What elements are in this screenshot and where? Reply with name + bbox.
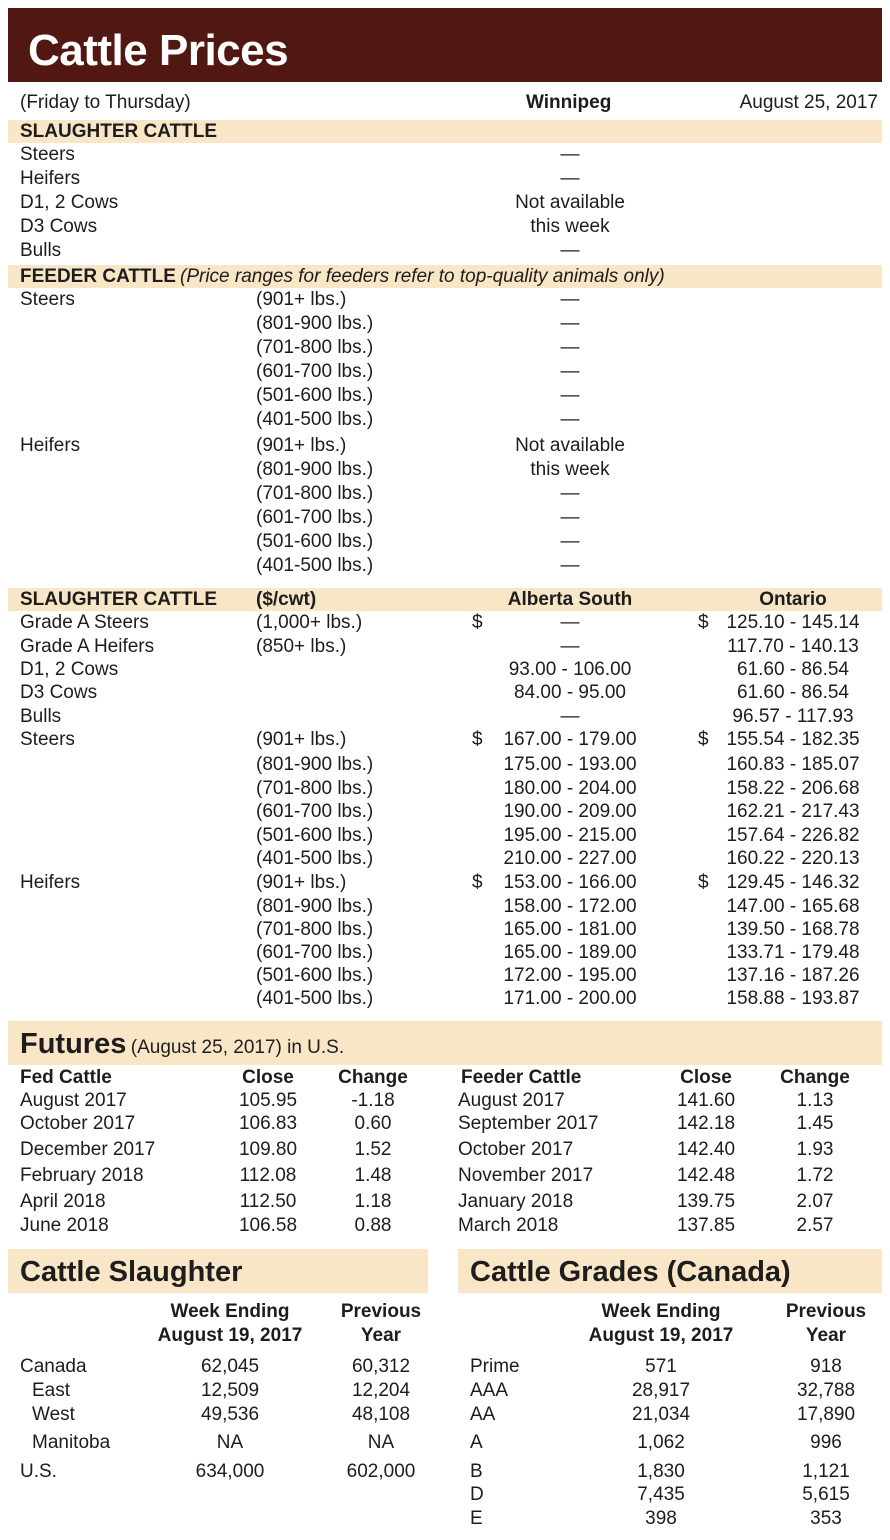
fed-close: 112.08 [239,1165,297,1186]
slaughter-count-label: East [32,1380,71,1401]
feeder-close: 142.48 [676,1165,736,1186]
alberta-price: — [560,636,580,657]
regional-row-label: D1, 2 Cows [20,659,119,680]
alberta-price: 153.00 - 166.00 [503,872,637,893]
feeder-row-weight: (901+ lbs.) [256,435,347,456]
feeder-row-value: — [560,555,580,576]
fed-change-header: Change [338,1067,408,1088]
alberta-price: 84.00 - 95.00 [514,682,626,703]
grade-prev: 353 [810,1508,842,1529]
futures-heading [20,1028,344,1061]
fed-close: 112.50 [239,1191,297,1212]
feeder-row-value: — [560,483,580,504]
slaughter-count-prev: 60,312 [351,1356,411,1377]
regional-row-label: Grade A Steers [20,612,149,633]
fed-month: April 2018 [20,1191,106,1212]
grade-label: AAA [470,1380,509,1401]
grades-title: Cattle Grades (Canada) [470,1256,791,1288]
page-title: Cattle Prices [28,26,289,75]
slaughter-count-week: 49,536 [200,1404,260,1425]
ontario-price: 158.88 - 193.87 [726,988,860,1009]
grade-week: 21,034 [631,1404,691,1425]
feeder-row-value: — [560,385,580,406]
feeder-close: 139.75 [676,1191,736,1212]
slaughter-count-label: West [32,1404,75,1425]
regional-row-label: Grade A Heifers [20,636,155,657]
feeder-row-weight: (501-600 lbs.) [256,531,374,552]
regional-row-weight: (401-500 lbs.) [256,848,374,869]
grade-prev: 996 [810,1432,842,1453]
feeder-row-value: — [560,361,580,382]
feeder-row-value: — [560,507,580,528]
slaughter-count-label: Manitoba [32,1432,111,1453]
grade-week: 1,062 [637,1432,685,1453]
slaughter-count-prev: NA [367,1432,395,1453]
slaughter-count-week: NA [216,1432,244,1453]
feeder-row-value: — [560,531,580,552]
slaughter-row-value: — [560,240,580,261]
feeder-close: 142.18 [676,1113,736,1134]
ontario-price: 61.60 - 86.54 [737,682,849,703]
grade-label: B [470,1461,483,1482]
fed-close: 105.95 [238,1090,298,1111]
slaughter-count-prev: 12,204 [351,1380,411,1401]
alberta-price: 210.00 - 227.00 [503,848,637,869]
fed-month: December 2017 [20,1139,156,1160]
feeder-row-label: Steers [20,289,75,310]
fed-change: 1.48 [354,1165,392,1186]
ontario-price: 137.16 - 187.26 [726,965,860,986]
period-label: (Friday to Thursday) [20,92,191,113]
regional-row-weight: (901+ lbs.) [256,729,347,750]
fed-close: 106.58 [238,1215,298,1236]
col-alberta-header: Alberta South [507,589,633,610]
grade-label: A [470,1432,483,1453]
slaughter-col1-line2: August 19, 2017 [157,1325,303,1346]
slaughter-col1-line1: Week Ending [170,1301,290,1322]
grades-col2-line2: Year [805,1325,847,1346]
feeder-change: 1.93 [796,1139,834,1160]
feeder-close: 141.60 [676,1090,736,1111]
market-label: Winnipeg [526,92,612,113]
slaughter-row-label: Heifers [20,168,81,189]
grades-col2-line1: Previous [785,1301,867,1322]
regional-row-weight: (601-700 lbs.) [256,801,374,822]
ontario-price: 155.54 - 182.35 [726,729,860,750]
slaughter-count-label: Canada [20,1356,87,1377]
regional-row-weight: (701-800 lbs.) [256,919,374,940]
ontario-price: 147.00 - 165.68 [726,896,860,917]
slaughter-count-week: 62,045 [200,1356,260,1377]
alberta-price: 195.00 - 215.00 [503,825,637,846]
grade-prev: 32,788 [796,1380,856,1401]
title-bar [8,8,882,82]
grade-week: 1,830 [637,1461,685,1482]
grade-week: 28,917 [631,1380,691,1401]
feeder-month: September 2017 [458,1113,599,1134]
feeder-row-weight: (401-500 lbs.) [256,555,374,576]
fed-change: 0.88 [354,1215,392,1236]
alberta-price: 165.00 - 189.00 [503,942,637,963]
feeder-row-weight: (601-700 lbs.) [256,507,374,528]
alberta-price: 158.00 - 172.00 [503,896,637,917]
ontario-price: 96.57 - 117.93 [732,706,854,727]
feeder-note: (Price ranges for feeders refer to top-quality animals only) [180,266,665,287]
ontario-currency: $ [698,729,709,750]
col-ontario-header: Ontario [759,589,827,610]
ontario-price: 61.60 - 86.54 [737,659,849,680]
slaughter-row-value: this week [530,216,610,237]
slaughter-count-week: 12,509 [200,1380,260,1401]
fed-change: 0.60 [354,1113,392,1134]
feeder-change: 2.57 [796,1215,834,1236]
ontario-price: 129.45 - 146.32 [726,872,860,893]
fed-close: 106.83 [238,1113,298,1134]
feeder-row-weight: (901+ lbs.) [256,289,347,310]
slaughter-counts-title: Cattle Slaughter [20,1256,243,1288]
feeder-close: 137.85 [676,1215,736,1236]
ontario-currency: $ [698,872,709,893]
regional-row-label: Bulls [20,706,62,727]
alberta-price: — [560,706,580,727]
ontario-price: 160.83 - 185.07 [726,754,860,775]
feeder-row-value: — [560,337,580,358]
alberta-price: 180.00 - 204.00 [503,778,637,799]
grade-prev: 17,890 [796,1404,856,1425]
feeder-row-weight: (501-600 lbs.) [256,385,374,406]
regional-row-weight: (1,000+ lbs.) [256,612,363,633]
feeder-row-weight: (701-800 lbs.) [256,337,374,358]
feeder-close-header: Close [680,1067,732,1088]
feeder-change-header: Change [780,1067,850,1088]
fed-month: August 2017 [20,1090,127,1111]
feeder-row-value: — [560,289,580,310]
feeder-month: January 2018 [458,1191,574,1212]
slaughter-row-value: — [560,144,580,165]
ontario-currency: $ [698,612,709,633]
regional-unit: ($/cwt) [256,589,317,610]
grades-col1-line2: August 19, 2017 [588,1325,734,1346]
slaughter-row-label: D3 Cows [20,216,98,237]
slaughter-row-label: D1, 2 Cows [20,192,119,213]
ontario-price: 162.21 - 217.43 [726,801,860,822]
feeder-month: November 2017 [458,1165,594,1186]
slaughter-row-value: Not available [515,192,625,213]
grade-prev: 918 [810,1356,842,1377]
grade-week: 571 [645,1356,677,1377]
slaughter-col2-line2: Year [360,1325,402,1346]
feeder-row-weight: (401-500 lbs.) [256,409,374,430]
report-date: August 25, 2017 [739,92,878,113]
grades-col1-line1: Week Ending [601,1301,721,1322]
feeder-month: August 2017 [458,1090,565,1111]
fed-month: February 2018 [20,1165,144,1186]
regional-row-weight: (801-900 lbs.) [256,896,374,917]
slaughter-row-value: — [560,168,580,189]
alberta-price: 175.00 - 193.00 [503,754,637,775]
fed-month: June 2018 [20,1215,109,1236]
regional-row-label: Heifers [20,872,81,893]
futures-title: Futures [20,1028,127,1060]
fed-change: -1.18 [351,1090,395,1111]
regional-row-weight: (401-500 lbs.) [256,988,374,1009]
slaughter-count-prev: 602,000 [346,1461,416,1482]
alberta-currency: $ [472,872,483,893]
feeder-row-value: — [560,313,580,334]
feeder-cattle-header: Feeder Cattle [461,1067,582,1088]
alberta-price: 93.00 - 106.00 [508,659,632,680]
feeder-row-weight: (801-900 lbs.) [256,313,374,334]
feeder-row-value: this week [530,459,610,480]
feeder-row-label: Heifers [20,435,81,456]
feeder-change: 1.72 [796,1165,834,1186]
ontario-price: 158.22 - 206.68 [726,778,860,799]
slaughter-title: SLAUGHTER CATTLE [20,121,218,142]
ontario-price: 133.71 - 179.48 [726,942,860,963]
alberta-price: 167.00 - 179.00 [503,729,637,750]
alberta-currency: $ [472,612,483,633]
grade-prev: 5,615 [802,1484,850,1505]
ontario-price: 125.10 - 145.14 [726,612,860,633]
slaughter-row-label: Steers [20,144,75,165]
alberta-price: 165.00 - 181.00 [503,919,637,940]
fed-month: October 2017 [20,1113,136,1134]
ontario-price: 139.50 - 168.78 [726,919,860,940]
grade-week: 398 [645,1508,677,1529]
feeder-row-value: Not available [515,435,625,456]
slaughter-row-label: Bulls [20,240,62,261]
fed-change: 1.52 [354,1139,392,1160]
fed-change: 1.18 [354,1191,392,1212]
alberta-currency: $ [472,729,483,750]
regional-row-weight: (501-600 lbs.) [256,965,374,986]
feeder-month: March 2018 [458,1215,559,1236]
feeder-month: October 2017 [458,1139,574,1160]
feeder-change: 1.13 [796,1090,834,1111]
grade-prev: 1,121 [802,1461,850,1482]
fed-cattle-header: Fed Cattle [20,1067,112,1088]
regional-row-label: D3 Cows [20,682,98,703]
feeder-title: FEEDER CATTLE [20,266,176,287]
regional-row-weight: (501-600 lbs.) [256,825,374,846]
slaughter-col2-line1: Previous [340,1301,422,1322]
feeder-row-value: — [560,409,580,430]
feeder-close: 142.40 [676,1139,736,1160]
grade-label: D [470,1484,484,1505]
slaughter-count-week: 634,000 [195,1461,265,1482]
grade-label: AA [470,1404,496,1425]
fed-close: 109.80 [238,1139,298,1160]
regional-row-label: Steers [20,729,75,750]
alberta-price: 172.00 - 195.00 [503,965,637,986]
regional-row-weight: (850+ lbs.) [256,636,347,657]
regional-row-weight: (701-800 lbs.) [256,778,374,799]
grade-week: 7,435 [637,1484,685,1505]
feeder-change: 2.07 [796,1191,834,1212]
regional-row-weight: (601-700 lbs.) [256,942,374,963]
futures-subtitle: (August 25, 2017) in U.S. [130,1037,345,1058]
ontario-price: 160.22 - 220.13 [726,848,860,869]
regional-row-weight: (801-900 lbs.) [256,754,374,775]
slaughter-count-prev: 48,108 [351,1404,411,1425]
grade-label: Prime [470,1356,520,1377]
alberta-price: 171.00 - 200.00 [503,988,637,1009]
alberta-price: 190.00 - 209.00 [503,801,637,822]
feeder-row-weight: (601-700 lbs.) [256,361,374,382]
feeder-row-weight: (801-900 lbs.) [256,459,374,480]
fed-close-header: Close [242,1067,294,1088]
slaughter-count-label: U.S. [20,1461,57,1482]
ontario-price: 157.64 - 226.82 [726,825,860,846]
feeder-change: 1.45 [796,1113,834,1134]
alberta-price: — [560,612,580,633]
feeder-row-weight: (701-800 lbs.) [256,483,374,504]
grade-label: E [470,1508,483,1529]
ontario-price: 117.70 - 140.13 [727,636,859,657]
regional-row-weight: (901+ lbs.) [256,872,347,893]
regional-title: SLAUGHTER CATTLE [20,589,218,610]
